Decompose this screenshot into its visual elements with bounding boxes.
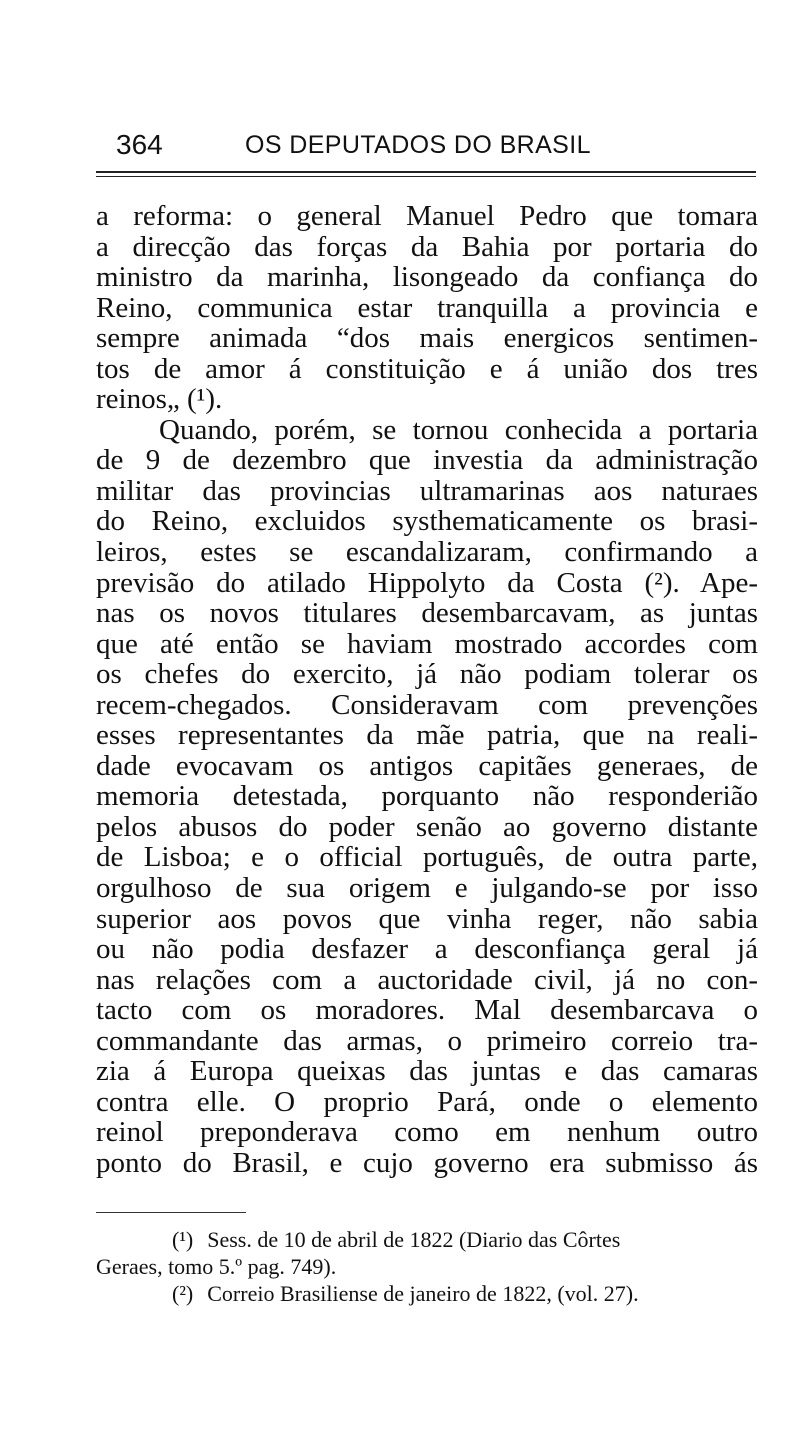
text-line: ministro da marinha, lisongeado da confiança do	[96, 261, 758, 294]
text-line: militar das provincias ultramarinas aos naturaes	[96, 474, 758, 507]
header-rule-top	[96, 171, 756, 173]
text-line: os chefes do exercito, já não podiam tolerar os	[96, 658, 758, 691]
text-line: commandante das armas, o primeiro correio tra-	[96, 1024, 758, 1057]
text-line: reinos„ (¹).	[96, 383, 223, 416]
text-line: previsão do atilado Hippolyto da Costa (²). Ape-	[96, 566, 758, 599]
body-text	[96, 201, 758, 1179]
text-line: tacto com os moradores. Mal desembarcava o	[96, 994, 758, 1027]
text-line: orgulhoso de sua origem e julgando-se por isso	[96, 872, 758, 905]
text-line: que até então se haviam mostrado accordes com	[96, 627, 758, 660]
footnote-rule	[96, 1212, 246, 1213]
text-line: recem-chegados. Consideravam com prevenções	[96, 688, 758, 721]
text-line: superior aos povos que vinha reger, não sabia	[96, 902, 758, 935]
text-line: ou não podia desfazer a desconfiança geral já	[96, 933, 758, 966]
footnote-1	[96, 1226, 762, 1253]
text-line: a reforma: o general Manuel Pedro que tomara	[96, 200, 758, 232]
text-line: pelos abusos do poder senão ao governo distante	[96, 810, 758, 843]
text-line: leiros, estes se escandalizaram, confirmando a	[96, 536, 758, 569]
footnotes	[96, 1226, 762, 1307]
running-head	[116, 128, 756, 162]
text-line: esses representantes da mãe patria, que na reali-	[96, 719, 758, 752]
footnote-marker: (²)	[172, 1281, 194, 1306]
text-line: Reino, communica estar tranquilla a provincia e	[96, 291, 758, 324]
text-line: sempre animada “dos mais energicos sentimen-	[96, 322, 758, 355]
page-number: 364	[116, 129, 163, 160]
footnote-text: Correio Brasiliense de janeiro de 1822, (vol. 27).	[207, 1281, 639, 1306]
running-title: OS DEPUTADOS DO BRASIL	[245, 131, 591, 159]
text-line: memoria detestada, porquanto não responderião	[96, 780, 758, 813]
text-line: a direcção das forças da Bahia por portaria do	[96, 230, 758, 263]
text-line: reinol preponderava como em nenhum outro	[96, 1116, 758, 1149]
text-line: tos de amor á constituição e á união dos tres	[96, 352, 758, 385]
text-line: Quando, porém, se tornou conhecida a portaria	[159, 413, 758, 446]
text-line: de 9 de dezembro que investia da administração	[96, 444, 758, 477]
text-line: zia á Europa queixas das juntas e das camaras	[96, 1055, 758, 1088]
text-line: dade evocavam os antigos capitães generaes, de	[96, 749, 758, 782]
text-line: nas os novos titulares desembarcavam, as juntas	[96, 597, 758, 630]
text-line: de Lisboa; e o official português, de outra parte,	[96, 841, 758, 874]
footnote-1-continuation: Geraes, tomo 5.º pag. 749).	[96, 1254, 337, 1279]
text-line: nas relações com a auctoridade civil, já no con-	[96, 963, 758, 996]
header-rule-bottom	[96, 176, 756, 177]
footnote-2	[96, 1280, 762, 1307]
footnote-marker: (¹)	[172, 1227, 194, 1252]
footnote-text: Sess. de 10 de abril de 1822 (Diario das Côrtes	[207, 1227, 621, 1252]
text-line: contra elle. O proprio Pará, onde o elemento	[96, 1085, 758, 1118]
text-line: ponto do Brasil, e cujo governo era submisso ás	[96, 1146, 758, 1179]
text-line: do Reino, excluidos systhematicamente os brasi-	[96, 505, 758, 538]
